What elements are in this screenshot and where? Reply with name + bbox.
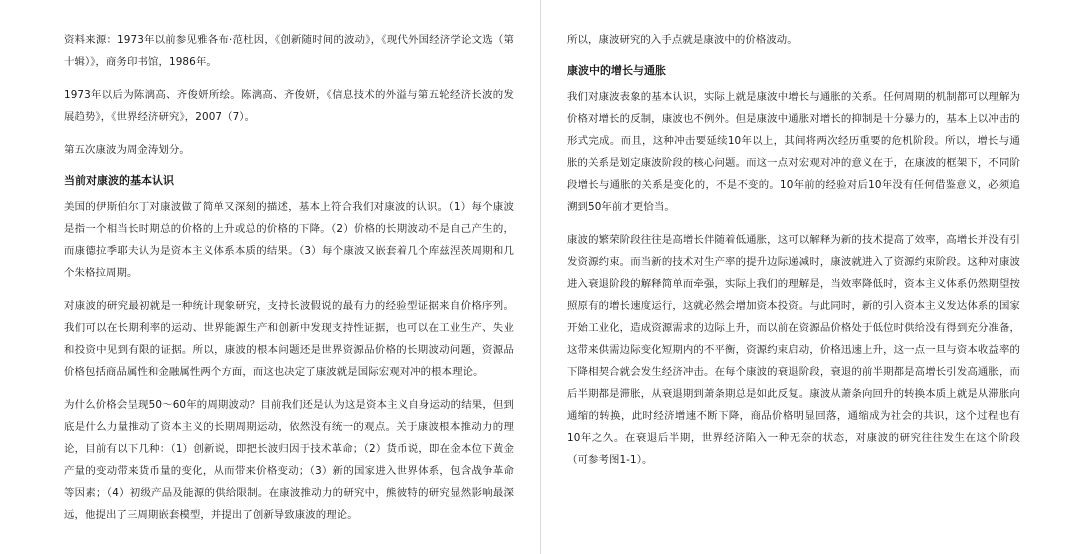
source-note-1: 资料来源：1973年以前参见雅各布·范杜因，《创新随时间的波动》，《现代外国经济学论文选（第十辑）》，商务印书馆，1986年。 <box>64 34 514 68</box>
body-paragraph: 为什么价格会呈现50～60年的周期波动？目前我们还是认为这是资本主义自身运动的结果，但到底是什么力量推动了资本主义的长期周期运动，依然没有统一的观点。关于康波根本推动力的理论，目前有以下几种：（1）创新说，即把长波归因于技术革命；（2）货币说，即在金本位下黄金产量的变动带来货币量的变化，从而带来价格变动；（3）新的国家进入世界体系，包含战争革命等因素；（4）初级产品及能源的供给限制。在康波推动力的研究中，熊彼特的研究显然影响最深远，他提出了三周期嵌套模型，并提出了创新导致康波的理论。 <box>64 399 514 521</box>
body-paragraph: 对康波的研究最初就是一种统计现象研究，支持长波假说的最有力的经验型证据来自价格序列。我们可以在长期利率的运动、世界能源生产和创新中发现支持性证据，也可以在工业生产、失业和投资中见到有限的证据。所以，康波的根本问题还是世界资源品价格的长期波动问题，资源品价格包括商品属性和金融属性两个方面，而这也决定了康波就是国际宏观对冲的根本理论。 <box>64 300 514 378</box>
source-note-2: 1973年以后为陈漓高、齐俊妍所绘。陈漓高、齐俊妍，《信息技术的外溢与第五轮经济长波的发展趋势》，《世界经济研究》，2007（7）。 <box>64 89 514 123</box>
body-paragraph: 美国的伊斯伯尔丁对康波做了简单又深刻的描述，基本上符合我们对康波的认识。（1）每个康波是指一个相当长时期总的价格的上升或总的价格的下降。（2）价格的长期波动不是自己产生的，而康德拉季耶夫认为是资本主义体系本质的结果。（3）每个康波又嵌套着几个库兹涅茨周期和几个朱格拉周期。 <box>64 201 514 279</box>
body-paragraph: 我们对康波表象的基本认识，实际上就是康波中增长与通胀的关系。任何周期的机制都可以理解为价格对增长的反制，康波也不例外。但是康波中通胀对增长的抑制是十分暴力的，基本上以冲击的形式完成。而且，这种冲击要延续10年以上，其间将两次经历重要的危机阶段。所以，增长与通胀的关系是划定康波阶段的核心问题。而这一点对宏观对冲的意义在于，在康波的框架下，不同阶段增长与通胀的关系是变化的，不是不变的。10年前的经验对后10年没有任何借鉴意义，必须追溯到50年前才更恰当。 <box>567 91 1020 213</box>
source-note-3: 第五次康波为周金涛划分。 <box>64 144 190 156</box>
body-paragraph: 所以，康波研究的入手点就是康波中的价格波动。 <box>567 34 798 46</box>
right-page <box>541 0 1080 554</box>
body-paragraph: 康波的繁荣阶段往往是高增长伴随着低通胀，这可以解释为新的技术提高了效率，高增长并没有引发资源约束。而当新的技术对生产率的提升边际递减时，康波就进入了资源约束阶段。这种对康波进入衰退阶段的解释简单而牵强，实际上我们的理解是，当效率降低时，资本主义体系仍然期望按照原有的增长速度运行，这就必然会增加资本投资。与此同时，新的引入资本主义发达体系的国家开始工业化，造成资源需求的边际上升，而以前在资源品价格处于低位时供给没有得到充分准备，这带来供需边际变化短期内的不平衡，资源约束启动，价格迅速上升，这一点一旦与资本收益率的下降相契合就会发生经济冲击。在每个康波的衰退阶段，衰退的前半期都是高增长引发高通胀，而后半期都是滞胀，从衰退期到萧条期总是如此反复。康波从萧条向回升的转换本质上就是从滞胀向通缩的转换，此时经济增速不断下降，商品价格明显回落，通缩成为社会的共识，这个过程也有10年之久。在衰退后半期，世界经济陷入一种无奈的状态，对康波的研究往往发生在这个阶段（可参考图1-1）。 <box>567 234 1020 466</box>
section-heading-growth-inflation: 康波中的增长与通胀 <box>567 64 666 77</box>
section-heading-basic-understanding: 当前对康波的基本认识 <box>64 174 174 187</box>
